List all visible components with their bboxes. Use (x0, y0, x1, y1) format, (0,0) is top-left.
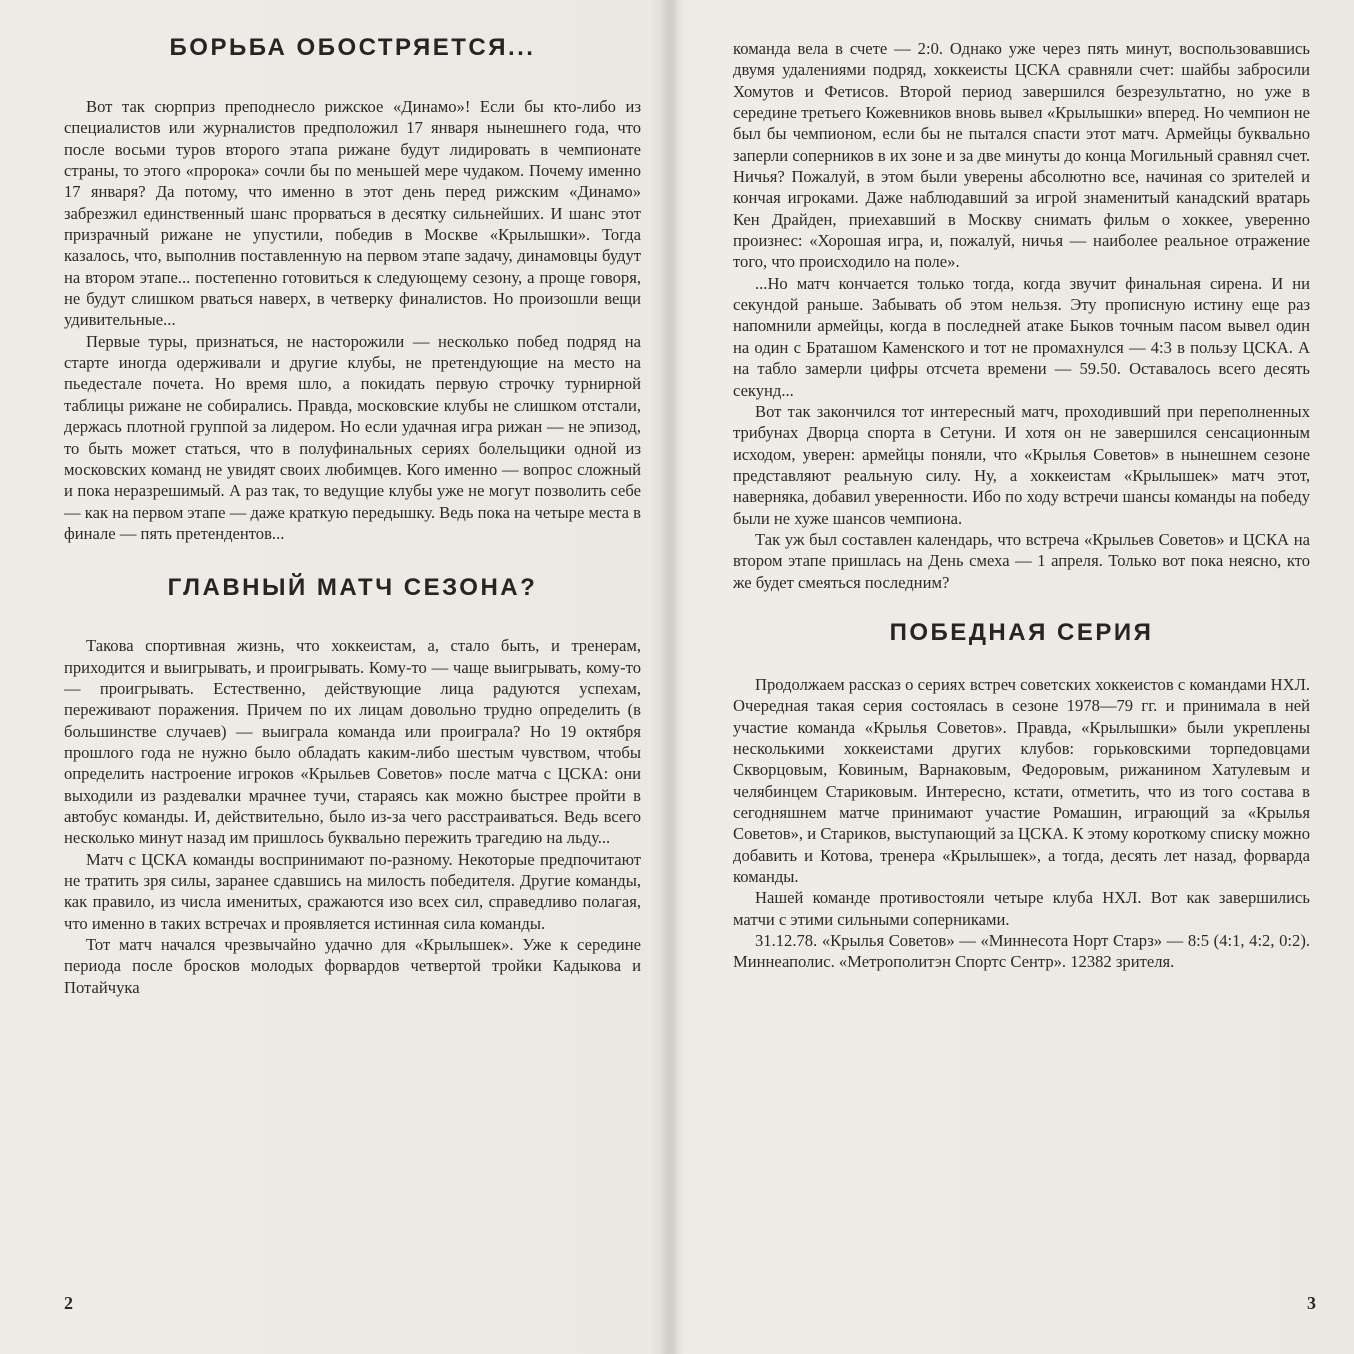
paragraph: Вот так сюрприз преподнесло рижское «Динамо»! Если бы кто-либо из специалистов или журналистов предположил 17 января нынешнего года, что после восьми туров второго этапа рижане будут лидировать в чемпионате страны, то этого «пророка» сочли бы по меньшей мере чудаком. Почему именно 17 января? Да потому, что именно в этот день перед рижским «Динамо» забрезжил единственный шанс прорваться в десятку сильнейших. И шанс этот призрачный рижане не упустили, победив в Москве «Крылышки». Тогда казалось, что, выполнив поставленную на первом этапе задачу, динамовцы будут на втором этапе... постепенно готовиться к следующему сезону, а проще говоря, не будут слишком рваться наверх, в четверку финалистов. Но произошли вещи удивительные... (64, 97, 641, 330)
paragraph: 31.12.78. «Крылья Советов» — «Миннесота Норт Старз» — 8:5 (4:1, 4:2, 0:2). Миннеаполис. «Метрополитэн Спортс Сентр». 12382 зрителя. (733, 931, 1310, 972)
heading-glavny-match: ГЛАВНЫЙ МАТЧ СЕЗОНА? (167, 574, 538, 602)
page-number-left: 2 (64, 1293, 73, 1313)
right-page (677, 0, 1354, 1354)
paragraph: Тот матч начался чрезвычайно удачно для «Крылышек». Уже к середине периода после бросков молодых форвардов четвертой тройки Кадыкова и Потайчука (64, 935, 641, 997)
paragraph: Матч с ЦСКА команды воспринимают по-разному. Некоторые предпочитают не тратить зря силы, заранее сдавшись на милость победителя. Другие команды, как правило, из числа именитых, сражаются изо всех сил, справедливо полагая, что именно в таких встречах и проявляется истинная сила команды. (64, 849, 641, 933)
paragraph: команда вела в счете — 2:0. Однако уже через пять минут, воспользовавшись двумя удалениями подряд, хоккеисты ЦСКА сравняли счет: шайбы забросили Хомутов и Фетисов. Второй период завершился безрезультатно, но уже в середине третьего Кожевников вновь вывел «Крылышки» вперед. Но чемпион не был бы чемпионом, если бы не пытался спасти этот матч. Армейцы буквально заперли соперников в их зоне и за две минуты до конца Могильный сравнял счет. Ничья? Пожалуй, в этом были уверены абсолютно все, начиная со зрителей и кончая игроками. Даже наблюдавший за игрой знаменитый канадский вратарь Кен Драйден, приехавший в Москву снимать фильм о хоккее, уверенно произнес: «Хорошая игра, и, пожалуй, ничья — наиболее реальное отражение того, что происходило на поле». (733, 39, 1310, 272)
page-number-right: 3 (1307, 1293, 1316, 1313)
paragraph: Такова спортивная жизнь, что хоккеистам, а, стало быть, и тренерам, приходится и выигрывать, и проигрывать. Кому-то — чаще выигрывать, кому-то — проигрывать. Естественно, действующие лица радуются успехам, переживают поражения. Причем по их лицам довольно трудно определить (в большинстве случаев) — выиграла команда или проиграла? Но 19 октября прошлого года не нужно было обладать каким-либо шестым чувством, чтобы определить настроение игроков «Крыльев Советов» после матча с ЦСКА: они выходили из раздевалки мрачнее тучи, стараясь как можно быстрее пройти в автобус команды. И, действительно, было из-за чего расстраиваться. Ведь всего несколько минут назад им пришлось буквально пережить трагедию на льду... (64, 636, 641, 848)
paragraph: ...Но матч кончается только тогда, когда звучит финальная сирена. И ни секундой раньше. Забывать об этом нельзя. Эту прописную истину еще раз напомнили армейцы, когда в последней атаке Быков точным пасом вывел один на один с Браташом Каменского и тот не промахнулся — 4:3 в пользу ЦСКА. А на табло замерли цифры отсчета времени — 59.50. Оставалось всего десять секунд... (733, 273, 1310, 400)
paragraph: Так уж был составлен календарь, что встреча «Крыльев Советов» и ЦСКА на втором этапе пришлась на День смеха — 1 апреля. Только вот пока неясно, кто же будет смеяться последним? (733, 529, 1310, 592)
paragraph: Продолжаем рассказ о сериях встреч советских хоккеистов с командами НХЛ. Очередная такая серия состоялась в сезоне 1978—79 гг. и принимала в ней участие команда «Крылья Советов». Правда, «Крылышки» были укреплены несколькими хоккеистами других клубов: горьковскими торпедовцами Скворцовым, Ковиным, Варнаковым, Федоровым, рижанином Хатулевым и челябинцем Стариковым. Интересно, кстати, отметить, что из того состава в сегодняшнем матче принимают участие Ромашин, играющий за «Крылья Советов», и Стариков, выступающий за ЦСКА. К этому короткому списку можно добавить и Котова, тренера «Крылышек», а тогда, десять лет назад, форварда команды. (733, 674, 1310, 887)
heading-pobednaya-seriya: ПОБЕДНАЯ СЕРИЯ (889, 618, 1154, 646)
heading-borba: БОРЬБА ОБОСТРЯЕТСЯ... (169, 34, 536, 61)
paragraph: Вот так закончился тот интересный матч, проходивший при переполненных трибунах Дворца спорта в Сетуни. И хотя он не завершился сенсационным исходом, уверен: армейцы поняли, что «Крылья Советов» в нынешнем сезоне представляют реальную силу. Ну, а хоккеистам «Крылышек» матч этот, наверняка, добавил уверенности. Ибо по ходу встречи шансы команды на победу были не хуже шансов чемпиона. (733, 401, 1310, 528)
paragraph: Первые туры, признаться, не насторожили — несколько побед подряд на старте иногда одерживали и другие клубы, не претендующие на место на пьедестале почета. Но время шло, а покидать первую строчку турнирной таблицы рижане не собирались. Правда, московские клубы не слишком отстали, держась плотной группой за лидером. Но если удачная игра рижан — не эпизод, то быть может статься, что в полуфинальных сериях болельщики одной из московских команд не увидят своих любимцев. Кого именно — вопрос сложный и пока неразрешимый. А раз так, то ведущие клубы уже не могут позволить себе — как на первом этапе — даже краткую передышку. Ведь пока на четыре места в финале — пять претендентов... (64, 331, 641, 543)
paragraph: Нашей команде противостояли четыре клуба НХЛ. Вот как завершились матчи с этими сильными соперниками. (733, 888, 1310, 929)
